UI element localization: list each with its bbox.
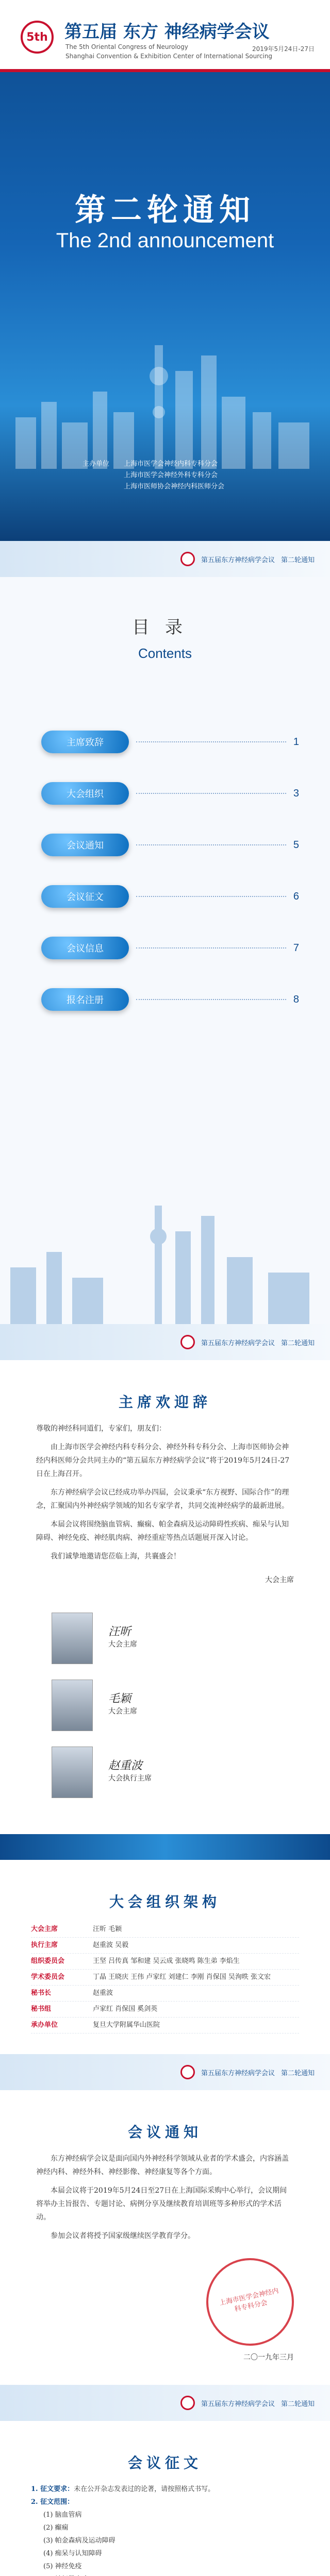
org-members: 王坚 吕传真 邹和建 吴云成 张晓鸣 陈生弟 李焰生	[93, 1957, 240, 1965]
letter-paragraph: 本届会议将围绕脑血管病、癫痫、帕金森病及运动障碍性疾病、痴呆与认知障碍、神经免疫、神经肌肉病、神经重症等热点话题展开深入讨论。	[36, 1520, 289, 1542]
chair-card	[52, 1747, 278, 1798]
chair-letter	[0, 1360, 330, 1834]
toc-dots	[136, 947, 286, 948]
org-members: 赵重波 吴毅	[93, 1941, 129, 1949]
cover-title: 第五届 东方 神经病学会议	[64, 22, 270, 42]
toc-dots	[136, 793, 286, 794]
chair-card	[52, 1680, 278, 1731]
topic-item: (4) 痴呆与认知障碍	[43, 2550, 102, 2557]
band-page-label: 第二轮通知	[280, 556, 315, 564]
org-members: 丁晶 王晓庆 王伟 卢家红 刘建仁 李刚 肖保国 吴洵昳 张文宏	[93, 1973, 271, 1981]
toc-title-en: Contents	[138, 646, 192, 661]
chair-title: 大会主席	[108, 1640, 137, 1649]
chair-photo	[52, 1747, 93, 1798]
topic-item: (3) 帕金森病及运动障碍	[43, 2537, 116, 2545]
announce-title-en: The 2nd announcement	[56, 229, 274, 252]
org-value: 上海市医学会神经外科专科分会	[124, 471, 218, 479]
city-skyline	[0, 1190, 330, 1324]
org-role: 组织委员会	[31, 1957, 65, 1965]
organization-list	[0, 1922, 330, 2054]
section-title: 会议通知	[127, 2124, 202, 2141]
chair-photo	[52, 1613, 93, 1664]
cover-subtitle-en: The 5th Oriental Congress of Neurology	[65, 43, 188, 50]
section-title: 大会组织架构	[109, 1893, 221, 1910]
org-members: 卢家红 肖保国 奚剑英	[93, 2005, 158, 2013]
chair-list	[0, 1602, 330, 1834]
toc-item-label: 报名注册	[41, 988, 129, 1011]
toc-title-cn: 目录	[132, 617, 198, 638]
topic-item: (2) 癫痫	[43, 2524, 69, 2532]
notice-paragraph: 本届会议将于2019年5月24日至27日在上海国际采购中心举行，会议期间将举办主旨报告、专题讨论、病例分享及继续教育培训班等多种形式的学术活动。	[36, 2187, 287, 2222]
notice-date: 二〇一九年三月	[243, 2353, 294, 2362]
org-role: 大会主席	[31, 1925, 58, 1933]
section-band	[0, 541, 330, 577]
toc-item-label: 主席致辞	[41, 731, 129, 753]
chair-name: 赵重波	[108, 1759, 143, 1772]
cover-header	[0, 0, 330, 72]
cover-date: 2019年5月24日-27日	[252, 45, 315, 53]
band-page-label: 第二轮通知	[280, 1339, 315, 1347]
toc-dots	[136, 999, 286, 1000]
toc-item[interactable]	[41, 778, 299, 809]
letter-greeting: 尊敬的神经科同道们，专家们，朋友们：	[36, 1425, 166, 1433]
org-row	[31, 1938, 299, 1954]
mini-logo	[180, 552, 195, 566]
notice-body	[0, 2152, 330, 2258]
letter-body	[0, 1422, 330, 1563]
mini-logo	[180, 2065, 195, 2079]
announce-title-cn: 第二轮通知	[75, 192, 255, 228]
table-of-contents	[0, 577, 330, 1324]
org-row	[31, 1986, 299, 2002]
toc-page-number: 7	[293, 942, 299, 954]
org-row	[31, 1922, 299, 1938]
toc-page-number: 5	[293, 839, 299, 851]
toc-page-number: 6	[293, 890, 299, 902]
letter-sign: 大会主席	[265, 1576, 294, 1584]
org-row	[31, 2002, 299, 2018]
toc-page-number: 8	[293, 993, 299, 1005]
toc-item-label: 会议信息	[41, 937, 129, 959]
toc-item[interactable]	[41, 933, 299, 963]
toc-page-number: 1	[293, 736, 299, 748]
band-page-label: 第二轮通知	[280, 2069, 315, 2077]
band-page-label: 第二轮通知	[280, 2400, 315, 2408]
abstract-section	[0, 2421, 330, 2576]
notice-paragraph: 参加会议者将授予国家级继续医学教育学分。	[51, 2232, 195, 2240]
org-value: 上海市医学会神经内科专科分会	[124, 460, 218, 468]
official-seal: 上海市医学会神经内科专科分会	[198, 2250, 302, 2354]
toc-item[interactable]	[41, 829, 299, 860]
chair-card	[52, 1613, 278, 1664]
notice-paragraph: 东方神经病学会议是面向国内外神经科学领域从业者的学术盛会，内容涵盖神经内科、神经外科、神经影像、神经康复等各个方面。	[36, 2155, 289, 2176]
section-band	[0, 2385, 330, 2421]
chair-title: 大会主席	[108, 1707, 137, 1716]
band-name: 第五届东方神经病学会议	[201, 556, 275, 564]
toc-item-label: 会议通知	[41, 834, 129, 856]
chair-photo	[52, 1680, 93, 1731]
chair-name: 毛颖	[108, 1692, 131, 1705]
mini-logo	[180, 2396, 195, 2410]
org-role: 执行主席	[31, 1941, 58, 1949]
org-members: 赵重波	[93, 1989, 113, 1997]
org-row	[31, 1970, 299, 1986]
org-row	[31, 1954, 299, 1970]
notice-section	[0, 2090, 330, 2385]
toc-item[interactable]	[41, 984, 299, 1015]
topic-item	[43, 2573, 299, 2576]
org-value: 上海市医师协会神经内科医师分会	[124, 483, 225, 490]
abstract-text: 未在公开杂志发表过的论著，请按照格式书写。	[74, 2485, 215, 2493]
section-title: 主席欢迎辞	[118, 1394, 211, 1411]
letter-paragraph: 东方神经病学会议已经成功举办四届，会议秉承“东方视野、国际合作”的理念，汇聚国内外神经病学领域的知名专家学者，共同交流神经病学的最新进展。	[36, 1488, 289, 1510]
cover-subtitle-en2: Shanghai Convention & Exhibition Center of International Sourcing	[65, 53, 273, 60]
cover	[0, 0, 330, 541]
letter-paragraph: 由上海市医学会神经内科专科分会、神经外科专科分会、上海市医师协会神经内科医师分会共同主办的“第五届东方神经病学会议”将于2019年5月24日-27日在上海召开。	[36, 1443, 290, 1478]
org-label: 主办单位	[82, 460, 110, 468]
section-band	[0, 1324, 330, 1360]
toc-dots	[136, 896, 286, 897]
org-role: 秘书长	[31, 1989, 52, 1997]
org-members: 汪昕 毛颖	[93, 1925, 122, 1933]
toc-dots	[136, 844, 286, 845]
chair-name: 汪昕	[108, 1625, 131, 1638]
org-role: 秘书组	[31, 2005, 52, 2013]
congress-logo: 5th	[21, 21, 54, 54]
section-title: 会议征文	[127, 2454, 202, 2471]
letter-paragraph: 我们诚挚地邀请您莅临上海，共襄盛会！	[51, 1552, 180, 1561]
band-name: 第五届东方神经病学会议	[201, 2069, 275, 2077]
mini-logo	[180, 1335, 195, 1349]
topic-list	[31, 2509, 299, 2576]
band-name: 第五届东方神经病学会议	[201, 1339, 275, 1347]
band-name: 第五届东方神经病学会议	[201, 2400, 275, 2408]
toc-dots	[136, 741, 286, 742]
abstract-heading: 2. 征文范围：	[31, 2498, 74, 2506]
cover-organizers	[82, 459, 224, 493]
organization-section	[0, 1860, 330, 2054]
chair-title: 大会执行主席	[108, 1774, 152, 1783]
toc-item[interactable]	[41, 726, 299, 757]
topic-item: (1) 脑血管病	[43, 2511, 82, 2519]
org-row	[31, 2018, 299, 2033]
org-role: 承办单位	[31, 2021, 58, 2029]
toc-page-number: 3	[293, 787, 299, 799]
org-role: 学术委员会	[31, 1973, 65, 1981]
toc-item[interactable]	[41, 881, 299, 912]
toc-item-label: 会议征文	[41, 885, 129, 908]
abstract-heading: 1. 征文要求：	[31, 2485, 74, 2493]
toc-header	[0, 613, 330, 662]
org-label	[82, 470, 119, 481]
org-members: 复旦大学附属华山医院	[93, 2021, 160, 2029]
section-divider	[0, 1834, 330, 1860]
section-band	[0, 2054, 330, 2090]
org-label	[82, 481, 119, 493]
abstract-body	[0, 2483, 330, 2576]
city-skyline	[0, 335, 330, 469]
toc-item-label: 大会组织	[41, 782, 129, 805]
topic-item: (5) 神经免疫	[43, 2563, 82, 2570]
